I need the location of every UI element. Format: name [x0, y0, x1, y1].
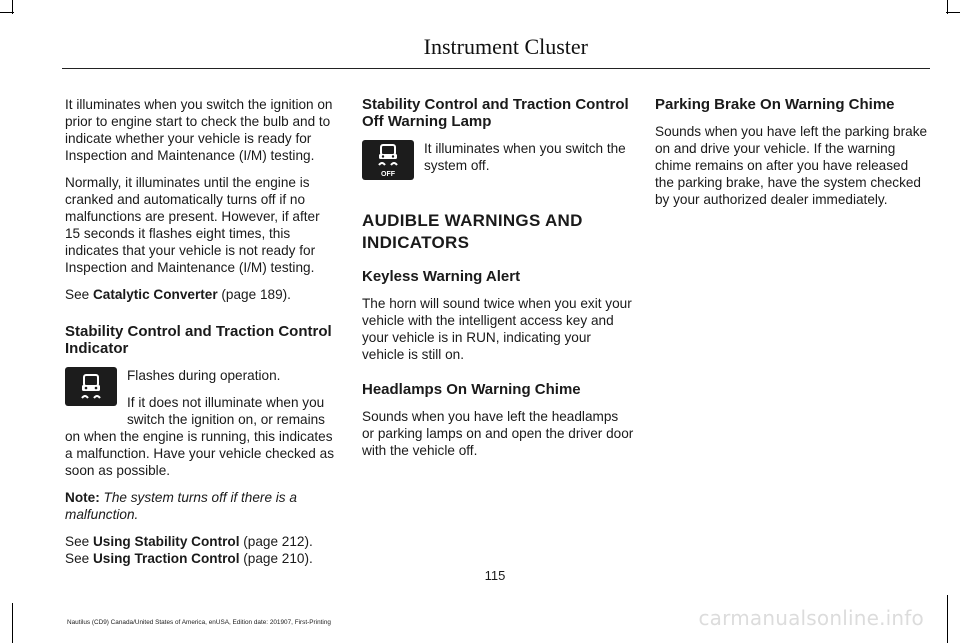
stability-control-off-icon: [362, 140, 414, 180]
crop-mark: [12, 603, 13, 643]
crop-mark: [0, 12, 14, 13]
heading-parking-brake: Parking Brake On Warning Chime: [655, 96, 895, 113]
see-mid: (page 212). See: [65, 534, 313, 566]
page-number: 115: [484, 568, 506, 583]
cross-reference: [65, 533, 337, 567]
column-middle: [362, 96, 634, 469]
heading-stability-indicator: Stability Control and Traction Control Indicator: [65, 323, 332, 357]
column-right: [655, 96, 929, 218]
link-using-stability-control[interactable]: Using Stability Control: [92, 534, 240, 549]
off-icon-label: OFF: [381, 171, 395, 178]
paragraph: Normally, it illuminates until the engine is cranked and automatically turns off if no malfunctions are present. However, if after 15 seconds it flashes eight times, this indicates that your vehicle is not ready for Inspection and Maintenance (I/M) testing.: [65, 175, 320, 275]
paragraph: It illuminates when you switch the system off.: [424, 141, 626, 173]
section-heading-audible: AUDIBLE WARNINGS AND INDICATORS: [362, 211, 583, 252]
paragraph: It illuminates when you switch the ignition on prior to engine start to check the bulb and to indicate whether your vehicle is ready for Inspection and Maintenance (I/M) testing.: [65, 97, 333, 163]
watermark: carmanualsonline.info: [698, 606, 924, 630]
link-catalytic-converter[interactable]: Catalytic Converter: [92, 287, 218, 302]
edition-info: Nautilus (CD9) Canada/United States of America, enUSA, Edition date: 201907, First-Printing: [67, 619, 331, 626]
note: [65, 489, 337, 523]
paragraph: The horn will sound twice when you exit your vehicle with the intelligent access key and your vehicle is in RUN, indicating your vehicle is still on.: [362, 296, 632, 362]
paragraph: Flashes during operation.: [127, 368, 281, 383]
heading-headlamps: Headlamps On Warning Chime: [362, 381, 581, 398]
crop-mark: [947, 595, 948, 643]
header-divider: [62, 68, 930, 69]
cross-reference: [65, 286, 337, 303]
heading-keyless: Keyless Warning Alert: [362, 268, 521, 285]
see-prefix: See: [65, 287, 93, 302]
see-suffix: (page 189).: [217, 287, 291, 302]
paragraph: If it does not illuminate when you switch the ignition on, or remains on when the engine is running, this indicates a malfunction. Have your vehicle checked as soon as possible.: [65, 395, 334, 478]
column-left: [65, 96, 337, 577]
note-text: The system turns off if there is a malfunction.: [65, 490, 297, 522]
note-label: Note:: [65, 490, 100, 505]
see-suffix: (page 210).: [239, 551, 313, 566]
paragraph: Sounds when you have left the parking brake on and drive your vehicle. If the warning chime remains on after you have released the parking brake, have the system checked by your authorized dealer immediately.: [655, 124, 928, 207]
crop-mark: [946, 12, 960, 13]
page-title: Instrument Cluster: [423, 34, 588, 59]
heading-stability-off: Stability Control and Traction Control Off Warning Lamp: [362, 96, 629, 130]
link-using-traction-control[interactable]: Using Traction Control: [92, 551, 240, 566]
paragraph: Sounds when you have left the headlamps or parking lamps on and open the driver door with the vehicle off.: [362, 409, 634, 458]
see-prefix: See: [65, 534, 93, 549]
stability-control-icon: [65, 367, 117, 406]
